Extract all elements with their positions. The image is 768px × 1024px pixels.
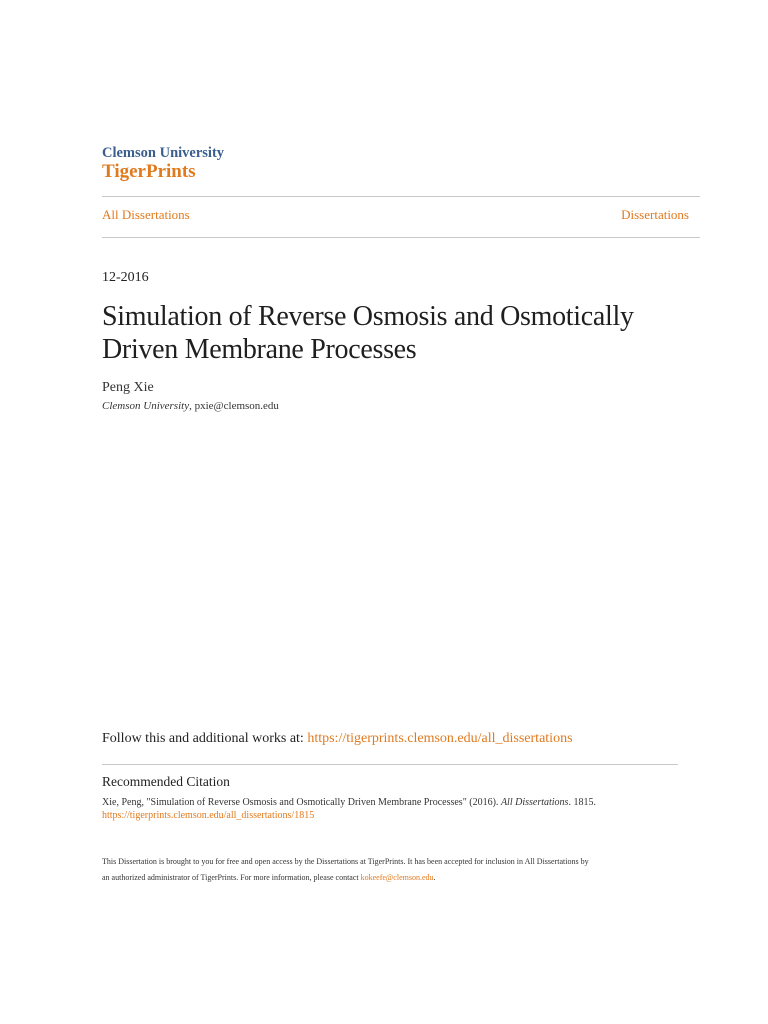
author-email: , pxie@clemson.edu [189,400,279,412]
all-dissertations-link[interactable]: All Dissertations [102,207,190,222]
author-affiliation [102,400,279,412]
footer-notice-line2 [102,873,436,882]
author-name: Peng Xie [102,380,154,395]
contact-email-link[interactable]: kokeefe@clemson.edu [360,873,434,882]
citation-series: All Dissertations [500,797,569,808]
citation-text [102,797,596,808]
footer-line2-prefix: an authorized administrator of TigerPrints. For more information, please contact [102,873,361,882]
citation-url-link[interactable]: https://tigerprints.clemson.edu/all_dissertations/1815 [102,810,315,821]
footer-notice-line1: This Dissertation is brought to you for free and open access by the Dissertations at TigerPrints. It has been accepted for inclusion in All Dissertations by [102,857,589,866]
footer-line2-suffix: . [433,873,436,882]
top-divider [102,196,700,197]
citation-text-b: . 1815. [568,797,596,808]
citation-text-a: Xie, Peng, "Simulation of Reverse Osmosis and Osmotically Driven Membrane Processes" (2016). [102,797,501,808]
paper-title: Simulation of Reverse Osmosis and Osmotically Driven Membrane Processes [102,301,634,365]
follow-works-line [102,731,573,747]
nav-bottom-divider [102,237,700,238]
all-dissertations-url-link[interactable]: https://tigerprints.clemson.edu/all_dissertations [307,731,573,746]
repository-logo-text[interactable]: TigerPrints [102,161,196,182]
dissertations-link[interactable]: Dissertations [621,207,689,222]
citation-divider [102,764,678,765]
publication-date: 12-2016 [102,270,149,285]
affiliation-name: Clemson University [102,400,190,412]
citation-url-line [102,810,314,821]
recommended-citation-heading: Recommended Citation [102,774,230,789]
institution-name: Clemson University [102,145,225,161]
follow-prefix: Follow this and additional works at: [102,731,308,746]
